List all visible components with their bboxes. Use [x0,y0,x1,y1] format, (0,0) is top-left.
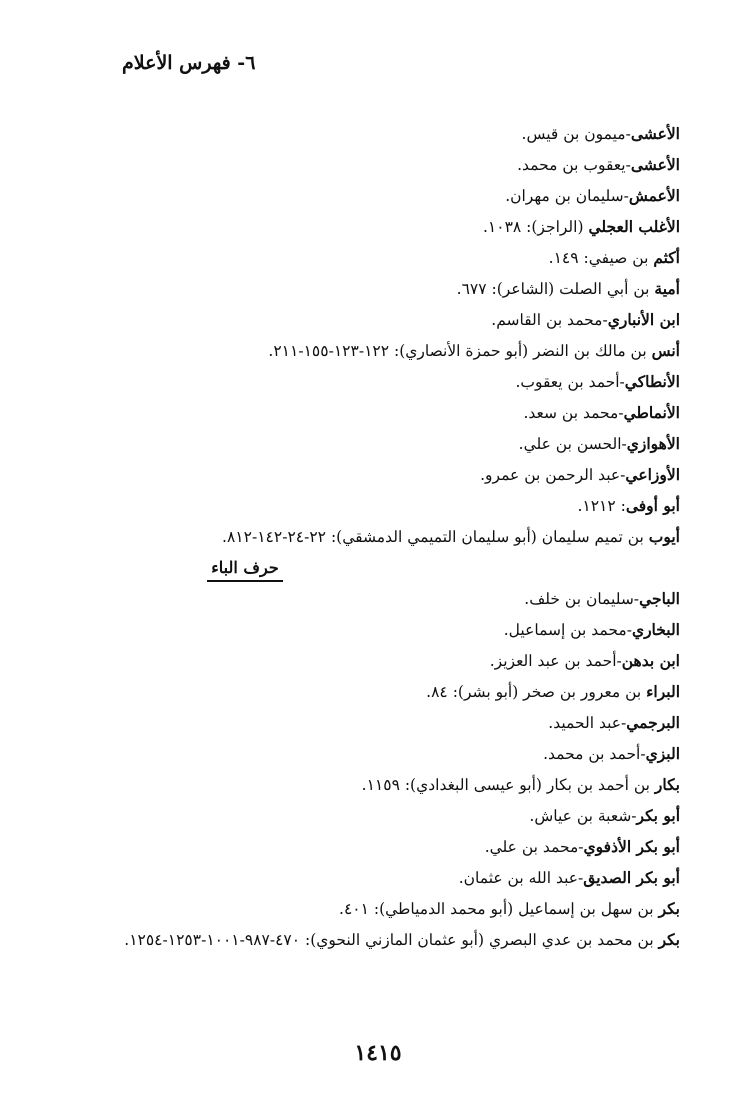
entry-head: أبو بكر الصديق [583,868,680,887]
index-entry [40,248,680,279]
entry-head: الأعمش [628,186,680,205]
entry-rest: بن محمد بن عدي البصري (أبو عثمان المازني النحوي): ٤٧٠-٩٨٧-١٠٠١-١٢٥٣-١٢٥٤. [124,931,659,949]
index-entry [40,806,680,837]
entry-head: أبو بكر [636,806,680,825]
entry-rest: : ١٢١٢. [577,497,626,515]
index-entry [40,775,680,806]
index-entry [40,496,680,527]
index-entry [40,279,680,310]
entry-head: البرجمي [626,713,680,732]
index-entry [40,620,680,651]
entry-rest: -محمد بن إسماعيل. [503,621,632,639]
index-entry [40,372,680,403]
entry-head: ابن الأنباري [607,310,680,329]
entry-rest: -سليمان بن مهران. [505,187,629,205]
entry-rest: -الحسن بن علي. [518,435,627,453]
index-entry [40,713,680,744]
entry-head: أيوب [648,527,680,546]
section-heading: حرف الباء [207,558,282,582]
entry-head: أبو بكر الأذفوي [583,837,680,856]
entry-head: الأوزاعي [625,465,680,484]
entry-rest: بن صيفي: ١٤٩. [548,249,654,267]
index-entry [40,124,680,155]
entry-rest: -ميمون بن قيس. [521,125,631,143]
entry-rest: -أحمد بن محمد. [543,745,646,763]
entry-rest: (الراجز): ١٠٣٨. [482,218,589,236]
index-entry [40,651,680,682]
entry-head: بكر [658,899,680,918]
index-entry [40,527,680,558]
page-number: ١٤١٥ [354,1040,402,1066]
index-entry [40,155,680,186]
entry-rest: بن تميم سليمان (أبو سليمان التميمي الدمشقي): ٢٢-٢٤-١٤٢-٨١٢. [222,528,649,546]
entry-head: البزي [645,744,680,763]
index-entry [40,465,680,496]
entry-rest: -يعقوب بن محمد. [517,156,631,174]
entry-head: الأعشى [630,124,680,143]
entry-rest: -عبد الله بن عثمان. [458,869,584,887]
entry-head: أنس [651,341,680,360]
entry-rest: بن معرور بن صخر (أبو بشر): ٨٤. [426,683,647,701]
index-entry [40,899,680,930]
entry-rest: -محمد بن علي. [484,838,584,856]
entry-rest: -محمد بن سعد. [523,404,624,422]
section-heading-row [40,558,680,589]
index-entry [40,186,680,217]
entry-head: أكثم [653,248,680,267]
index-entry [40,589,680,620]
entry-rest: بن أبي الصلت (الشاعر): ٦٧٧. [456,280,655,298]
entry-rest: -سليمان بن خلف. [524,590,640,608]
entry-head: الأغلب العجلي [588,217,680,236]
index-entry [40,837,680,868]
entry-head: الأعشى [630,155,680,174]
index-entries-list [40,124,680,961]
entry-head: أمية [654,279,680,298]
entry-rest: -أحمد بن يعقوب. [515,373,625,391]
entry-rest: بن سهل بن إسماعيل (أبو محمد الدمياطي): ٤٠١. [339,900,659,918]
entry-rest: -عبد الرحمن بن عمرو. [480,466,626,484]
page-header-title: ٦- فهرس الأعلام [122,52,256,74]
index-entry [40,403,680,434]
entry-head: الأهوازي [626,434,680,453]
index-entry [40,868,680,899]
index-entry [40,930,680,961]
entry-head: بكر [658,930,680,949]
entry-rest: -شعبة بن عياش. [529,807,637,825]
entry-head: ابن بدهن [621,651,680,670]
index-entry [40,217,680,248]
entry-head: الباجي [639,589,680,608]
entry-head: الأنطاكي [624,372,680,391]
index-entry [40,682,680,713]
entry-rest: -عبد الحميد. [548,714,627,732]
entry-rest: -محمد بن القاسم. [491,311,608,329]
entry-head: أبو أوفى [625,496,680,515]
entry-rest: بن أحمد بن بكار (أبو عيسى البغدادي): ١١٥٩. [361,776,655,794]
entry-head: البراء [646,682,680,701]
entry-head: الأنماطي [623,403,680,422]
index-entry [40,434,680,465]
entry-rest: -أحمد بن عبد العزيز. [489,652,622,670]
entry-rest: بن مالك بن النضر (أبو حمزة الأنصاري): ١٢٢-١٢٣-١٥٥-٢١١. [268,342,652,360]
index-entry [40,744,680,775]
entry-head: البخاري [631,620,680,639]
index-entry [40,310,680,341]
index-entry [40,341,680,372]
entry-head: بكار [654,775,680,794]
